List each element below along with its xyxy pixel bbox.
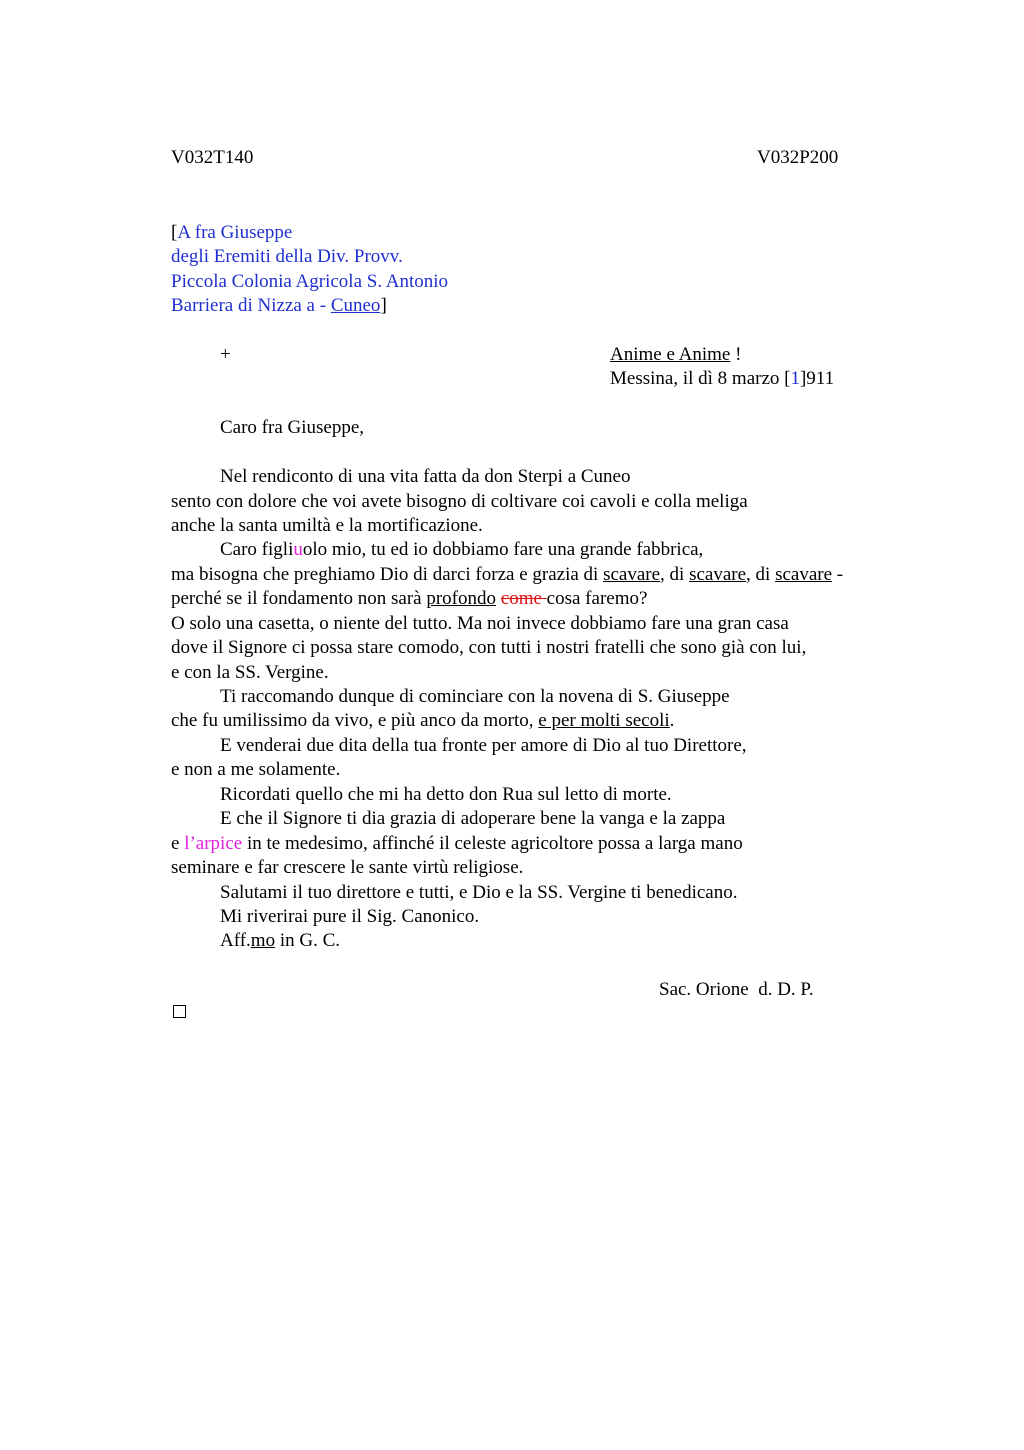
- body-line: e l’arpice in te medesimo, affinché il celeste agricoltore possa a larga mano: [171, 833, 743, 854]
- closing-line: Aff.mo in G. C.: [220, 930, 341, 951]
- body-line: e con la SS. Vergine.: [171, 662, 329, 683]
- body-line: anche la santa umiltà e la mortificazione.: [171, 515, 483, 536]
- dateline: Messina, il dì 8 marzo [1]911: [610, 368, 835, 389]
- body-line: perché se il fondamento non sarà profondo come cosa faremo?: [171, 588, 648, 609]
- body-line: O solo una casetta, o niente del tutto. Ma noi invece dobbiamo fare una gran casa: [171, 613, 789, 634]
- address-line-2: degli Eremiti della Div. Provv.: [171, 246, 403, 267]
- body-line: Mi riverirai pure il Sig. Canonico.: [220, 906, 480, 927]
- motto: Anime e Anime !: [610, 344, 742, 365]
- signature: Sac. Orione d. D. P.: [659, 979, 814, 1000]
- body-line: Ti raccomando dunque di cominciare con la novena di S. Giuseppe: [220, 686, 730, 707]
- salutation: Caro fra Giuseppe,: [220, 417, 365, 438]
- address-line-1: [A fra Giuseppe: [171, 222, 293, 243]
- body-line: seminare e far crescere le sante virtù religiose.: [171, 857, 524, 878]
- document-code-left: V032T140: [171, 147, 254, 168]
- body-line: E che il Signore ti dia grazia di adoperare bene la vanga e la zappa: [220, 808, 726, 829]
- address-line-3: Piccola Colonia Agricola S. Antonio: [171, 271, 449, 292]
- checkbox-square-icon: [173, 1005, 186, 1018]
- body-line: che fu umilissimo da vivo, e più anco da morto, e per molti secoli.: [171, 710, 675, 731]
- cross-mark: +: [220, 344, 231, 365]
- body-line: Caro figliuolo mio, tu ed io dobbiamo fare una grande fabbrica,: [220, 539, 704, 560]
- body-line: dove il Signore ci possa stare comodo, con tutti i nostri fratelli che sono già con lui,: [171, 637, 807, 658]
- body-line: Salutami il tuo direttore e tutti, e Dio e la SS. Vergine ti benedicano.: [220, 882, 738, 903]
- body-line: E venderai due dita della tua fronte per amore di Dio al tuo Direttore,: [220, 735, 747, 756]
- document-code-right: V032P200: [757, 147, 839, 168]
- address-city: Cuneo: [330, 295, 381, 316]
- address-line-4: Barriera di Nizza a - Cuneo]: [171, 295, 387, 316]
- body-line: Nel rendiconto di una vita fatta da don Sterpi a Cuneo: [220, 466, 631, 487]
- body-line: e non a me solamente.: [171, 759, 341, 780]
- deleted-word: come: [500, 588, 547, 609]
- body-line: Ricordati quello che mi ha detto don Rua sul letto di morte.: [220, 784, 672, 805]
- body-line: ma bisogna che preghiamo Dio di darci forza e grazia di scavare, di scavare, di scavare -: [171, 564, 844, 585]
- body-line: sento con dolore che voi avete bisogno di coltivare coi cavoli e colla meliga: [171, 491, 748, 512]
